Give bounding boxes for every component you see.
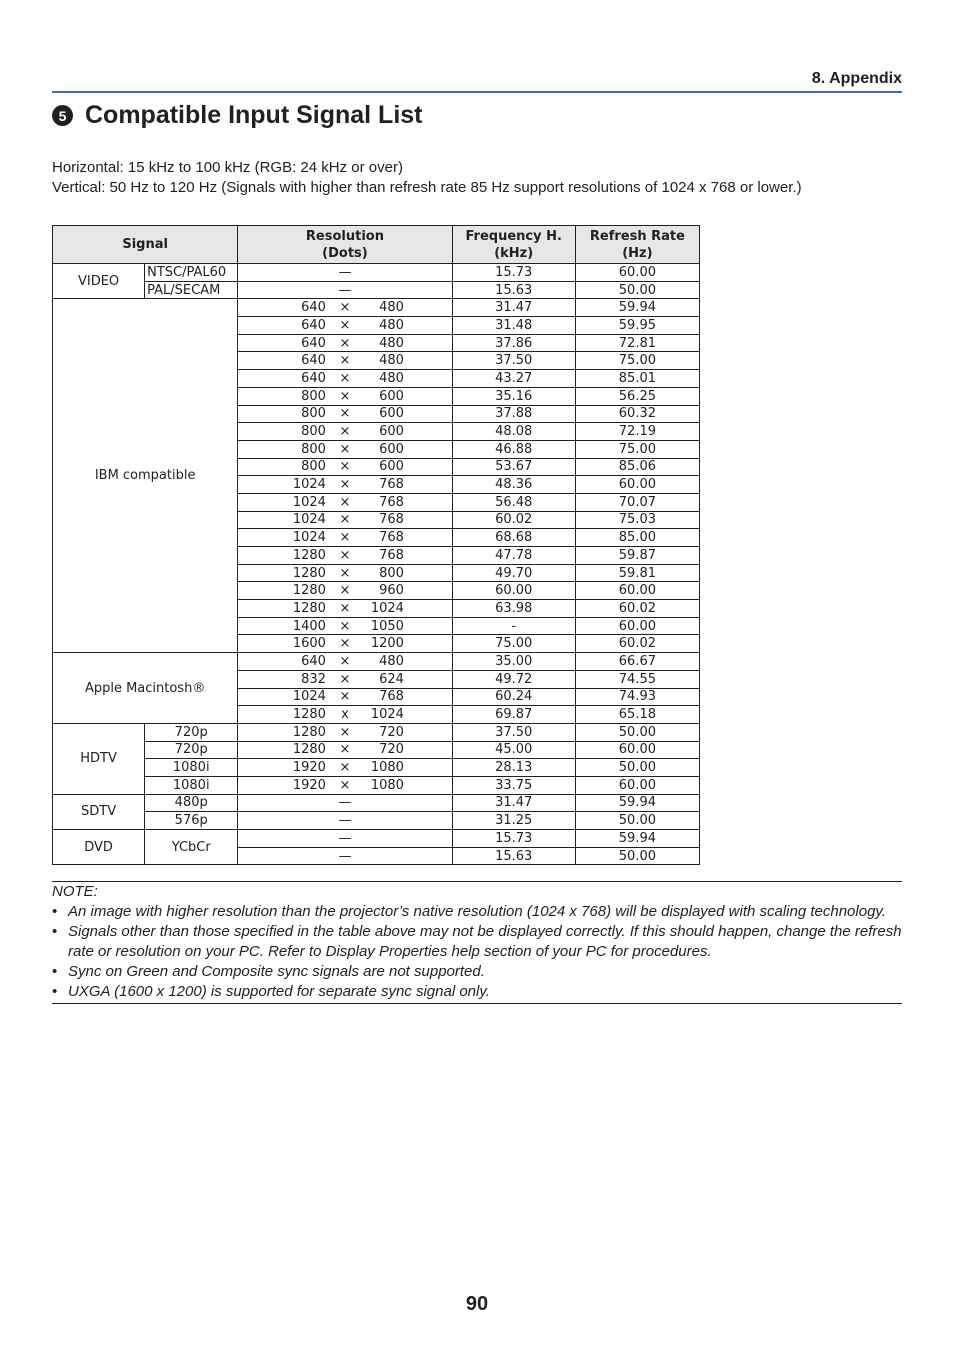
- signal-group: SDTV: [53, 794, 145, 829]
- res-times: ×: [339, 777, 351, 793]
- resolution-value: [270, 512, 420, 527]
- refresh-rate-cell: 59.94: [575, 794, 699, 812]
- res-width: 1920: [292, 760, 326, 776]
- res-times: ×: [339, 335, 351, 351]
- resolution-cell: [238, 617, 452, 635]
- frequency-cell: 31.48: [452, 317, 575, 335]
- resolution-cell: [238, 370, 452, 388]
- frequency-cell: 68.68: [452, 529, 575, 547]
- frequency-cell: 49.70: [452, 564, 575, 582]
- resolution-cell: [238, 741, 452, 759]
- res-times: ×: [339, 353, 351, 369]
- resolution-value: [270, 742, 420, 757]
- res-width: 1280: [292, 600, 326, 616]
- res-height: 1024: [370, 600, 404, 616]
- refresh-rate-cell: 85.01: [575, 370, 699, 388]
- signal-subtype: 720p: [145, 741, 238, 759]
- frequency-cell: 15.63: [452, 281, 575, 299]
- refresh-rate-cell: 50.00: [575, 723, 699, 741]
- frequency-cell: 15.73: [452, 830, 575, 848]
- signal-subtype: NTSC/PAL60: [145, 264, 238, 282]
- resolution-cell: [238, 458, 452, 476]
- res-times: ×: [339, 742, 351, 758]
- frequency-cell: 15.63: [452, 847, 575, 865]
- res-height: 480: [379, 317, 404, 333]
- resolution-cell: [238, 653, 452, 671]
- res-times: ×: [339, 477, 351, 493]
- frequency-cell: -: [452, 617, 575, 635]
- res-times: ×: [339, 600, 351, 616]
- resolution-value: [270, 566, 420, 581]
- resolution-value: [270, 371, 420, 386]
- res-times: ×: [339, 406, 351, 422]
- res-width: 640: [301, 335, 326, 351]
- table-header-3: Refresh Rate (Hz): [575, 226, 699, 264]
- table-header-1: Resolution (Dots): [238, 226, 452, 264]
- res-height: 768: [379, 530, 404, 546]
- resolution-value: [270, 300, 420, 315]
- res-width: 1280: [292, 707, 326, 723]
- refresh-rate-cell: 60.00: [575, 776, 699, 794]
- frequency-cell: 33.75: [452, 776, 575, 794]
- res-height: 800: [379, 565, 404, 581]
- res-times: ×: [339, 760, 351, 776]
- table-row: [53, 741, 700, 759]
- refresh-rate-cell: 59.94: [575, 299, 699, 317]
- resolution-cell: [238, 582, 452, 600]
- res-width: 1280: [292, 724, 326, 740]
- resolution-cell: [238, 352, 452, 370]
- frequency-cell: 53.67: [452, 458, 575, 476]
- refresh-rate-cell: 85.06: [575, 458, 699, 476]
- intro-text: [52, 158, 802, 198]
- res-times: ×: [339, 300, 351, 316]
- signal-subtype: YCbCr: [145, 830, 238, 865]
- frequency-cell: 35.00: [452, 653, 575, 671]
- resolution-cell: [238, 493, 452, 511]
- number-badge: 5: [52, 105, 73, 126]
- res-times: ×: [339, 618, 351, 634]
- resolution-value: [270, 689, 420, 704]
- table-row: [53, 776, 700, 794]
- frequency-cell: 49.72: [452, 670, 575, 688]
- frequency-cell: 45.00: [452, 741, 575, 759]
- res-width: 800: [301, 388, 326, 404]
- refresh-rate-cell: 50.00: [575, 847, 699, 865]
- note-item: • UXGA (1600 x 1200) is supported for separate sync signal only.: [52, 982, 902, 1002]
- res-height: 960: [379, 583, 404, 599]
- res-width: 640: [301, 300, 326, 316]
- res-width: 640: [301, 370, 326, 386]
- signal-group: VIDEO: [53, 264, 145, 299]
- res-height: 480: [379, 653, 404, 669]
- resolution-cell: [238, 706, 452, 724]
- res-width: 800: [301, 441, 326, 457]
- frequency-cell: 60.02: [452, 511, 575, 529]
- table-row: [53, 723, 700, 741]
- resolution-cell: [238, 723, 452, 741]
- refresh-rate-cell: 59.81: [575, 564, 699, 582]
- refresh-rate-cell: 56.25: [575, 387, 699, 405]
- res-times: ×: [339, 370, 351, 386]
- frequency-cell: 35.16: [452, 387, 575, 405]
- section-heading: 8. Appendix: [811, 70, 902, 87]
- refresh-rate-cell: 60.00: [575, 741, 699, 759]
- table-header-0: Signal: [53, 226, 238, 264]
- frequency-cell: 63.98: [452, 600, 575, 618]
- signal-group: IBM compatible: [53, 299, 238, 653]
- refresh-rate-cell: 59.95: [575, 317, 699, 335]
- res-times: ×: [339, 441, 351, 457]
- res-times: ×: [339, 565, 351, 581]
- frequency-cell: 48.36: [452, 476, 575, 494]
- refresh-rate-cell: 66.67: [575, 653, 699, 671]
- table-row: [53, 299, 700, 317]
- intro-vertical: Vertical: 50 Hz to 120 Hz (Signals with higher than refresh rate 85 Hz support resolutions of 1024 x 768 or lower.): [52, 179, 802, 196]
- resolution-cell: [238, 334, 452, 352]
- refresh-rate-cell: 60.32: [575, 405, 699, 423]
- table-row: [53, 759, 700, 777]
- res-width: 1280: [292, 565, 326, 581]
- res-height: 720: [379, 724, 404, 740]
- refresh-rate-cell: 60.00: [575, 264, 699, 282]
- resolution-cell: [238, 529, 452, 547]
- refresh-rate-cell: 60.02: [575, 635, 699, 653]
- resolution-value: [270, 353, 420, 368]
- res-times: ×: [339, 724, 351, 740]
- note-item: • Sync on Green and Composite sync signals are not supported.: [52, 962, 902, 982]
- res-height: 600: [379, 424, 404, 440]
- resolution-cell: [238, 776, 452, 794]
- res-height: 720: [379, 742, 404, 758]
- res-width: 640: [301, 353, 326, 369]
- res-times: ×: [339, 547, 351, 563]
- res-times: ×: [339, 671, 351, 687]
- frequency-cell: 15.73: [452, 264, 575, 282]
- signal-group: HDTV: [53, 723, 145, 794]
- note-item: • An image with higher resolution than the projector’s native resolution (1024 x 768) will be displayed with scaling technology.: [52, 902, 902, 922]
- refresh-rate-cell: 65.18: [575, 706, 699, 724]
- intro-horizontal: Horizontal: 15 kHz to 100 kHz (RGB: 24 kHz or over): [52, 159, 403, 176]
- table-row: [53, 264, 700, 282]
- res-height: 600: [379, 459, 404, 475]
- res-height: 768: [379, 477, 404, 493]
- table-row: [53, 794, 700, 812]
- resolution-cell: [238, 317, 452, 335]
- frequency-cell: 37.88: [452, 405, 575, 423]
- res-height: 1050: [370, 618, 404, 634]
- table-row: [53, 830, 700, 848]
- res-height: 624: [379, 671, 404, 687]
- refresh-rate-cell: 60.00: [575, 617, 699, 635]
- res-times: x: [341, 707, 349, 723]
- frequency-cell: 37.50: [452, 352, 575, 370]
- table-row: [53, 653, 700, 671]
- refresh-rate-cell: 72.81: [575, 334, 699, 352]
- note-box: [52, 881, 902, 1004]
- resolution-cell: [238, 564, 452, 582]
- resolution-value: [270, 318, 420, 333]
- res-times: ×: [339, 424, 351, 440]
- title-text: Compatible Input Signal List: [85, 101, 423, 129]
- frequency-cell: 37.50: [452, 723, 575, 741]
- resolution-value: [270, 548, 420, 563]
- res-height: 600: [379, 406, 404, 422]
- refresh-rate-cell: 74.55: [575, 670, 699, 688]
- signal-subtype: 1080i: [145, 776, 238, 794]
- refresh-rate-cell: 74.93: [575, 688, 699, 706]
- resolution-value: [270, 406, 420, 421]
- res-height: 1080: [370, 760, 404, 776]
- res-times: ×: [339, 653, 351, 669]
- resolution-cell: [238, 759, 452, 777]
- table-row: [53, 812, 700, 830]
- resolution-cell: [238, 670, 452, 688]
- resolution-cell: [238, 511, 452, 529]
- signal-table: [52, 225, 700, 865]
- resolution-value: [270, 778, 420, 793]
- resolution-value: [270, 654, 420, 669]
- res-width: 640: [301, 653, 326, 669]
- resolution-cell: [238, 387, 452, 405]
- resolution-cell: [238, 440, 452, 458]
- page-title: [52, 101, 423, 130]
- res-height: 600: [379, 388, 404, 404]
- table-header-2: Frequency H. (kHz): [452, 226, 575, 264]
- resolution-cell: [238, 423, 452, 441]
- resolution-value: [270, 424, 420, 439]
- refresh-rate-cell: 60.02: [575, 600, 699, 618]
- refresh-rate-cell: 59.94: [575, 830, 699, 848]
- res-width: 1024: [292, 477, 326, 493]
- res-width: 800: [301, 424, 326, 440]
- res-times: ×: [339, 530, 351, 546]
- resolution-value: [270, 336, 420, 351]
- refresh-rate-cell: 59.87: [575, 547, 699, 565]
- refresh-rate-cell: 75.03: [575, 511, 699, 529]
- resolution-value: [270, 530, 420, 545]
- resolution-value: [270, 601, 420, 616]
- refresh-rate-cell: 50.00: [575, 759, 699, 777]
- res-times: ×: [339, 636, 351, 652]
- frequency-cell: 48.08: [452, 423, 575, 441]
- resolution-cell: [238, 405, 452, 423]
- resolution-cell: [238, 476, 452, 494]
- resolution-cell: —: [238, 847, 452, 865]
- res-width: 800: [301, 459, 326, 475]
- refresh-rate-cell: 70.07: [575, 493, 699, 511]
- res-width: 1024: [292, 689, 326, 705]
- signal-subtype: 1080i: [145, 759, 238, 777]
- refresh-rate-cell: 85.00: [575, 529, 699, 547]
- res-height: 1024: [370, 707, 404, 723]
- signal-subtype: 720p: [145, 723, 238, 741]
- res-width: 640: [301, 317, 326, 333]
- resolution-cell: [238, 547, 452, 565]
- frequency-cell: 28.13: [452, 759, 575, 777]
- res-times: ×: [339, 583, 351, 599]
- res-height: 1200: [370, 636, 404, 652]
- resolution-cell: [238, 688, 452, 706]
- signal-subtype: 480p: [145, 794, 238, 812]
- table-row: [53, 281, 700, 299]
- res-width: 1920: [292, 777, 326, 793]
- resolution-value: [270, 725, 420, 740]
- note-label: NOTE:: [52, 883, 98, 900]
- refresh-rate-cell: 75.00: [575, 352, 699, 370]
- resolution-cell: —: [238, 830, 452, 848]
- res-height: 600: [379, 441, 404, 457]
- frequency-cell: 60.00: [452, 582, 575, 600]
- res-height: 768: [379, 547, 404, 563]
- frequency-cell: 31.47: [452, 299, 575, 317]
- frequency-cell: 60.24: [452, 688, 575, 706]
- frequency-cell: 43.27: [452, 370, 575, 388]
- frequency-cell: 31.25: [452, 812, 575, 830]
- refresh-rate-cell: 50.00: [575, 281, 699, 299]
- signal-group: DVD: [53, 830, 145, 865]
- resolution-cell: —: [238, 264, 452, 282]
- res-times: ×: [339, 388, 351, 404]
- resolution-value: [270, 760, 420, 775]
- res-width: 1600: [292, 636, 326, 652]
- res-width: 1280: [292, 583, 326, 599]
- resolution-cell: [238, 635, 452, 653]
- res-times: ×: [339, 317, 351, 333]
- res-height: 1080: [370, 777, 404, 793]
- frequency-cell: 46.88: [452, 440, 575, 458]
- resolution-cell: —: [238, 794, 452, 812]
- res-times: ×: [339, 512, 351, 528]
- frequency-cell: 31.47: [452, 794, 575, 812]
- resolution-value: [270, 672, 420, 687]
- res-times: ×: [339, 494, 351, 510]
- signal-subtype: 576p: [145, 812, 238, 830]
- signal-group: Apple Macintosh®: [53, 653, 238, 724]
- res-height: 480: [379, 353, 404, 369]
- resolution-cell: [238, 600, 452, 618]
- resolution-value: [270, 636, 420, 651]
- refresh-rate-cell: 50.00: [575, 812, 699, 830]
- refresh-rate-cell: 72.19: [575, 423, 699, 441]
- resolution-value: [270, 707, 420, 722]
- res-height: 480: [379, 335, 404, 351]
- res-width: 1280: [292, 742, 326, 758]
- refresh-rate-cell: 75.00: [575, 440, 699, 458]
- res-height: 768: [379, 689, 404, 705]
- frequency-cell: 56.48: [452, 493, 575, 511]
- note-item: • Signals other than those specified in the table above may not be displayed correctly. If this should happen, change the refresh rate or resolution on your PC. Refer to Display Properties help section of your PC for procedures.: [52, 922, 902, 962]
- frequency-cell: 69.87: [452, 706, 575, 724]
- resolution-value: [270, 495, 420, 510]
- res-height: 768: [379, 494, 404, 510]
- frequency-cell: 47.78: [452, 547, 575, 565]
- res-width: 1024: [292, 494, 326, 510]
- resolution-cell: —: [238, 281, 452, 299]
- res-height: 480: [379, 300, 404, 316]
- res-width: 832: [301, 671, 326, 687]
- res-times: ×: [339, 459, 351, 475]
- resolution-value: [270, 477, 420, 492]
- resolution-cell: —: [238, 812, 452, 830]
- page-number: 90: [465, 1293, 489, 1315]
- frequency-cell: 37.86: [452, 334, 575, 352]
- resolution-value: [270, 583, 420, 598]
- frequency-cell: 75.00: [452, 635, 575, 653]
- res-times: ×: [339, 689, 351, 705]
- res-height: 480: [379, 370, 404, 386]
- refresh-rate-cell: 60.00: [575, 582, 699, 600]
- header-rule: [52, 91, 902, 93]
- res-width: 1400: [292, 618, 326, 634]
- res-width: 1024: [292, 512, 326, 528]
- res-width: 1024: [292, 530, 326, 546]
- signal-subtype: PAL/SECAM: [145, 281, 238, 299]
- res-height: 768: [379, 512, 404, 528]
- resolution-cell: [238, 299, 452, 317]
- resolution-value: [270, 619, 420, 634]
- resolution-value: [270, 442, 420, 457]
- resolution-value: [270, 389, 420, 404]
- resolution-value: [270, 459, 420, 474]
- res-width: 800: [301, 406, 326, 422]
- res-width: 1280: [292, 547, 326, 563]
- refresh-rate-cell: 60.00: [575, 476, 699, 494]
